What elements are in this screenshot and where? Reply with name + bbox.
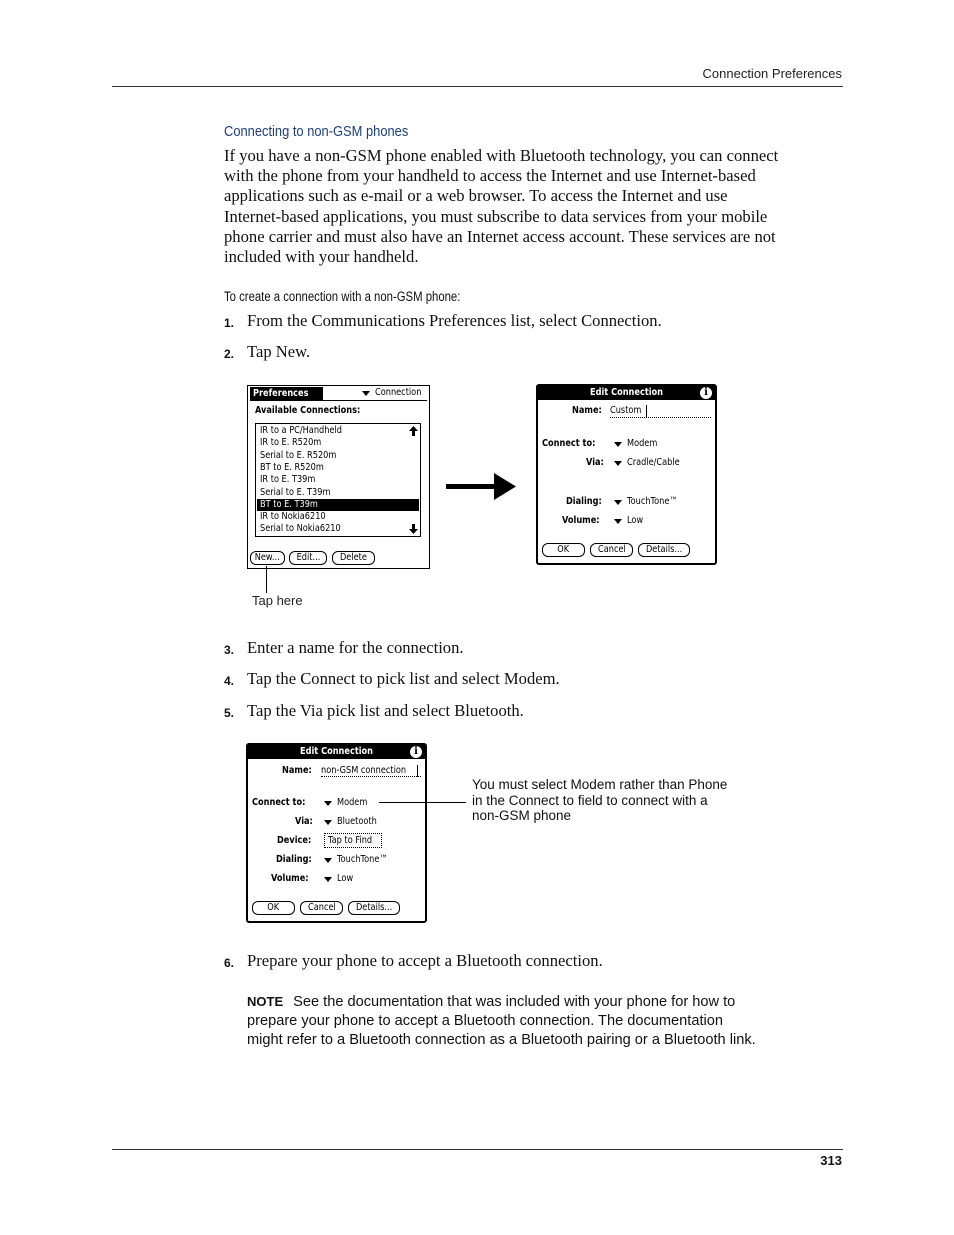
step-number: 6. [224,956,235,970]
header-rule [112,86,843,87]
list-item[interactable]: IR to E. T39m [260,474,316,486]
chevron-down-icon[interactable] [324,877,332,882]
step-text: Tap the Connect to pick list and select Modem. [247,669,560,688]
tap-here-label: Tap here [252,593,303,608]
via-label: Via: [295,816,313,827]
edit-button[interactable]: Edit... [289,551,327,565]
screen-title: Edit Connection [589,387,664,398]
intro-line: Internet-based applications, you must subscribe to data services from your mobile [224,206,768,226]
delete-button[interactable]: Delete [332,551,375,565]
step-number: 3. [224,643,235,657]
step-text: Tap New. [247,342,311,361]
ok-button[interactable]: OK [252,901,295,915]
volume-picker[interactable]: Low [337,873,354,884]
connections-list[interactable] [255,423,421,537]
note-label: NOTE [247,994,284,1009]
scroll-up-icon[interactable] [409,426,418,436]
dialing-picker[interactable]: TouchTone™ [627,496,678,507]
intro-line: If you have a non-GSM phone enabled with Bluetooth technology, you can connect [224,146,779,165]
list-item[interactable]: BT to E. R520m [260,461,324,473]
tap-to-find-button[interactable]: Tap to Find [324,833,382,848]
list-item[interactable]: IR to Nokia6210 [260,511,326,523]
callout-leader [379,802,466,803]
title-bar [248,745,425,759]
info-icon[interactable]: i [700,387,712,399]
intro-line: with the phone from your handheld to access the Internet and use Internet-based [224,166,756,186]
step-number: 4. [224,674,235,688]
step-number: 2. [224,347,235,361]
step-text: Enter a name for the connection. [247,638,464,657]
title-bar [538,386,715,400]
via-picker[interactable]: Cradle/Cable [627,457,680,468]
page-number: 313 [820,1153,842,1168]
details-button[interactable]: Details... [348,901,400,915]
note-line: prepare your phone to accept a Bluetooth connection. The documentation [247,1013,723,1029]
note-line: See the documentation that was included with your phone for how to [293,994,736,1010]
intro-line: phone carrier and must also have an Internet access account. These services are not [224,226,776,246]
step-number: 1. [224,316,235,330]
dialing-picker[interactable]: TouchTone™ [337,854,388,865]
list-item[interactable]: IR to a PC/Handheld [260,425,342,436]
connect-picker[interactable]: Modem [627,438,658,449]
list-label: Available Connections: [255,405,361,416]
list-item[interactable]: IR to E. R520m [260,437,322,449]
intro-paragraph [224,146,844,267]
edit-connection-screen-1 [536,384,717,565]
list-item-selected[interactable]: BT to E. T39m [257,499,419,511]
title-underline [250,400,427,401]
section-title: Connecting to non-GSM phones [224,123,409,140]
chevron-down-icon[interactable] [614,500,622,505]
step-number: 5. [224,706,235,720]
volume-label: Volume: [271,873,309,884]
name-field[interactable]: non-GSM connection [321,765,407,776]
procedure-title: To create a connection with a non-GSM phone: [224,289,461,304]
list-item[interactable]: Serial to E. R520m [260,449,337,461]
connect-label: Connect to: [542,438,596,449]
callout-line: You must select Modem rather than Phone [472,777,728,792]
running-header: Connection Preferences [702,66,842,81]
intro-line: included with your handheld. [224,247,419,267]
screen-title: Edit Connection [299,746,374,757]
ok-button[interactable]: OK [542,543,585,557]
list-item[interactable]: Serial to E. T39m [260,486,331,498]
step-text: Prepare your phone to accept a Bluetooth connection. [247,951,603,970]
dialing-label: Dialing: [566,496,602,507]
category-value: Connection [375,387,422,398]
chevron-down-icon[interactable] [324,820,332,825]
edit-connection-screen-2 [246,743,427,923]
connect-picker[interactable]: Modem [337,797,368,808]
chevron-down-icon [362,391,370,396]
volume-label: Volume: [562,515,600,526]
name-label: Name: [282,765,312,776]
right-arrow-icon [446,473,518,501]
name-underline [321,776,421,777]
callout-text [472,777,772,824]
cancel-button[interactable]: Cancel [590,543,633,557]
name-field[interactable]: Custom [610,405,642,416]
chevron-down-icon[interactable] [614,519,622,524]
footer-rule [112,1149,843,1150]
preferences-title: Preferences [253,388,309,399]
name-label: Name: [572,405,602,416]
preferences-screen [247,385,430,569]
list-item[interactable]: Serial to Nokia6210 [260,523,341,535]
via-picker[interactable]: Bluetooth [337,816,377,827]
step-text: From the Communications Preferences list, select Connection. [247,311,662,330]
step-text: Tap the Via pick list and select Bluetooth. [247,701,524,720]
new-button[interactable]: New... [250,551,285,565]
callout-line: in the Connect to field to connect with a [472,792,708,808]
volume-picker[interactable]: Low [627,515,644,526]
chevron-down-icon[interactable] [324,801,332,806]
device-label: Device: [277,835,312,846]
chevron-down-icon[interactable] [324,858,332,863]
note-line: might refer to a Bluetooth connection as a Bluetooth pairing or a Bluetooth link. [247,1032,756,1048]
connect-label: Connect to: [252,797,306,808]
scroll-down-icon[interactable] [409,524,418,534]
name-underline [610,417,711,418]
callout-line: non-GSM phone [472,808,572,824]
intro-line: applications such as e-mail or a web browser. To access the Internet and use [224,186,728,206]
dialing-label: Dialing: [276,854,312,865]
chevron-down-icon[interactable] [614,461,622,466]
note-block [247,992,837,1050]
details-button[interactable]: Details... [638,543,690,557]
preferences-title-tab [250,387,323,401]
tap-here-leader [266,566,267,593]
text-cursor [646,405,647,417]
cancel-button[interactable]: Cancel [300,901,343,915]
via-label: Via: [586,457,604,468]
info-icon[interactable]: i [410,746,422,758]
chevron-down-icon[interactable] [614,442,622,447]
